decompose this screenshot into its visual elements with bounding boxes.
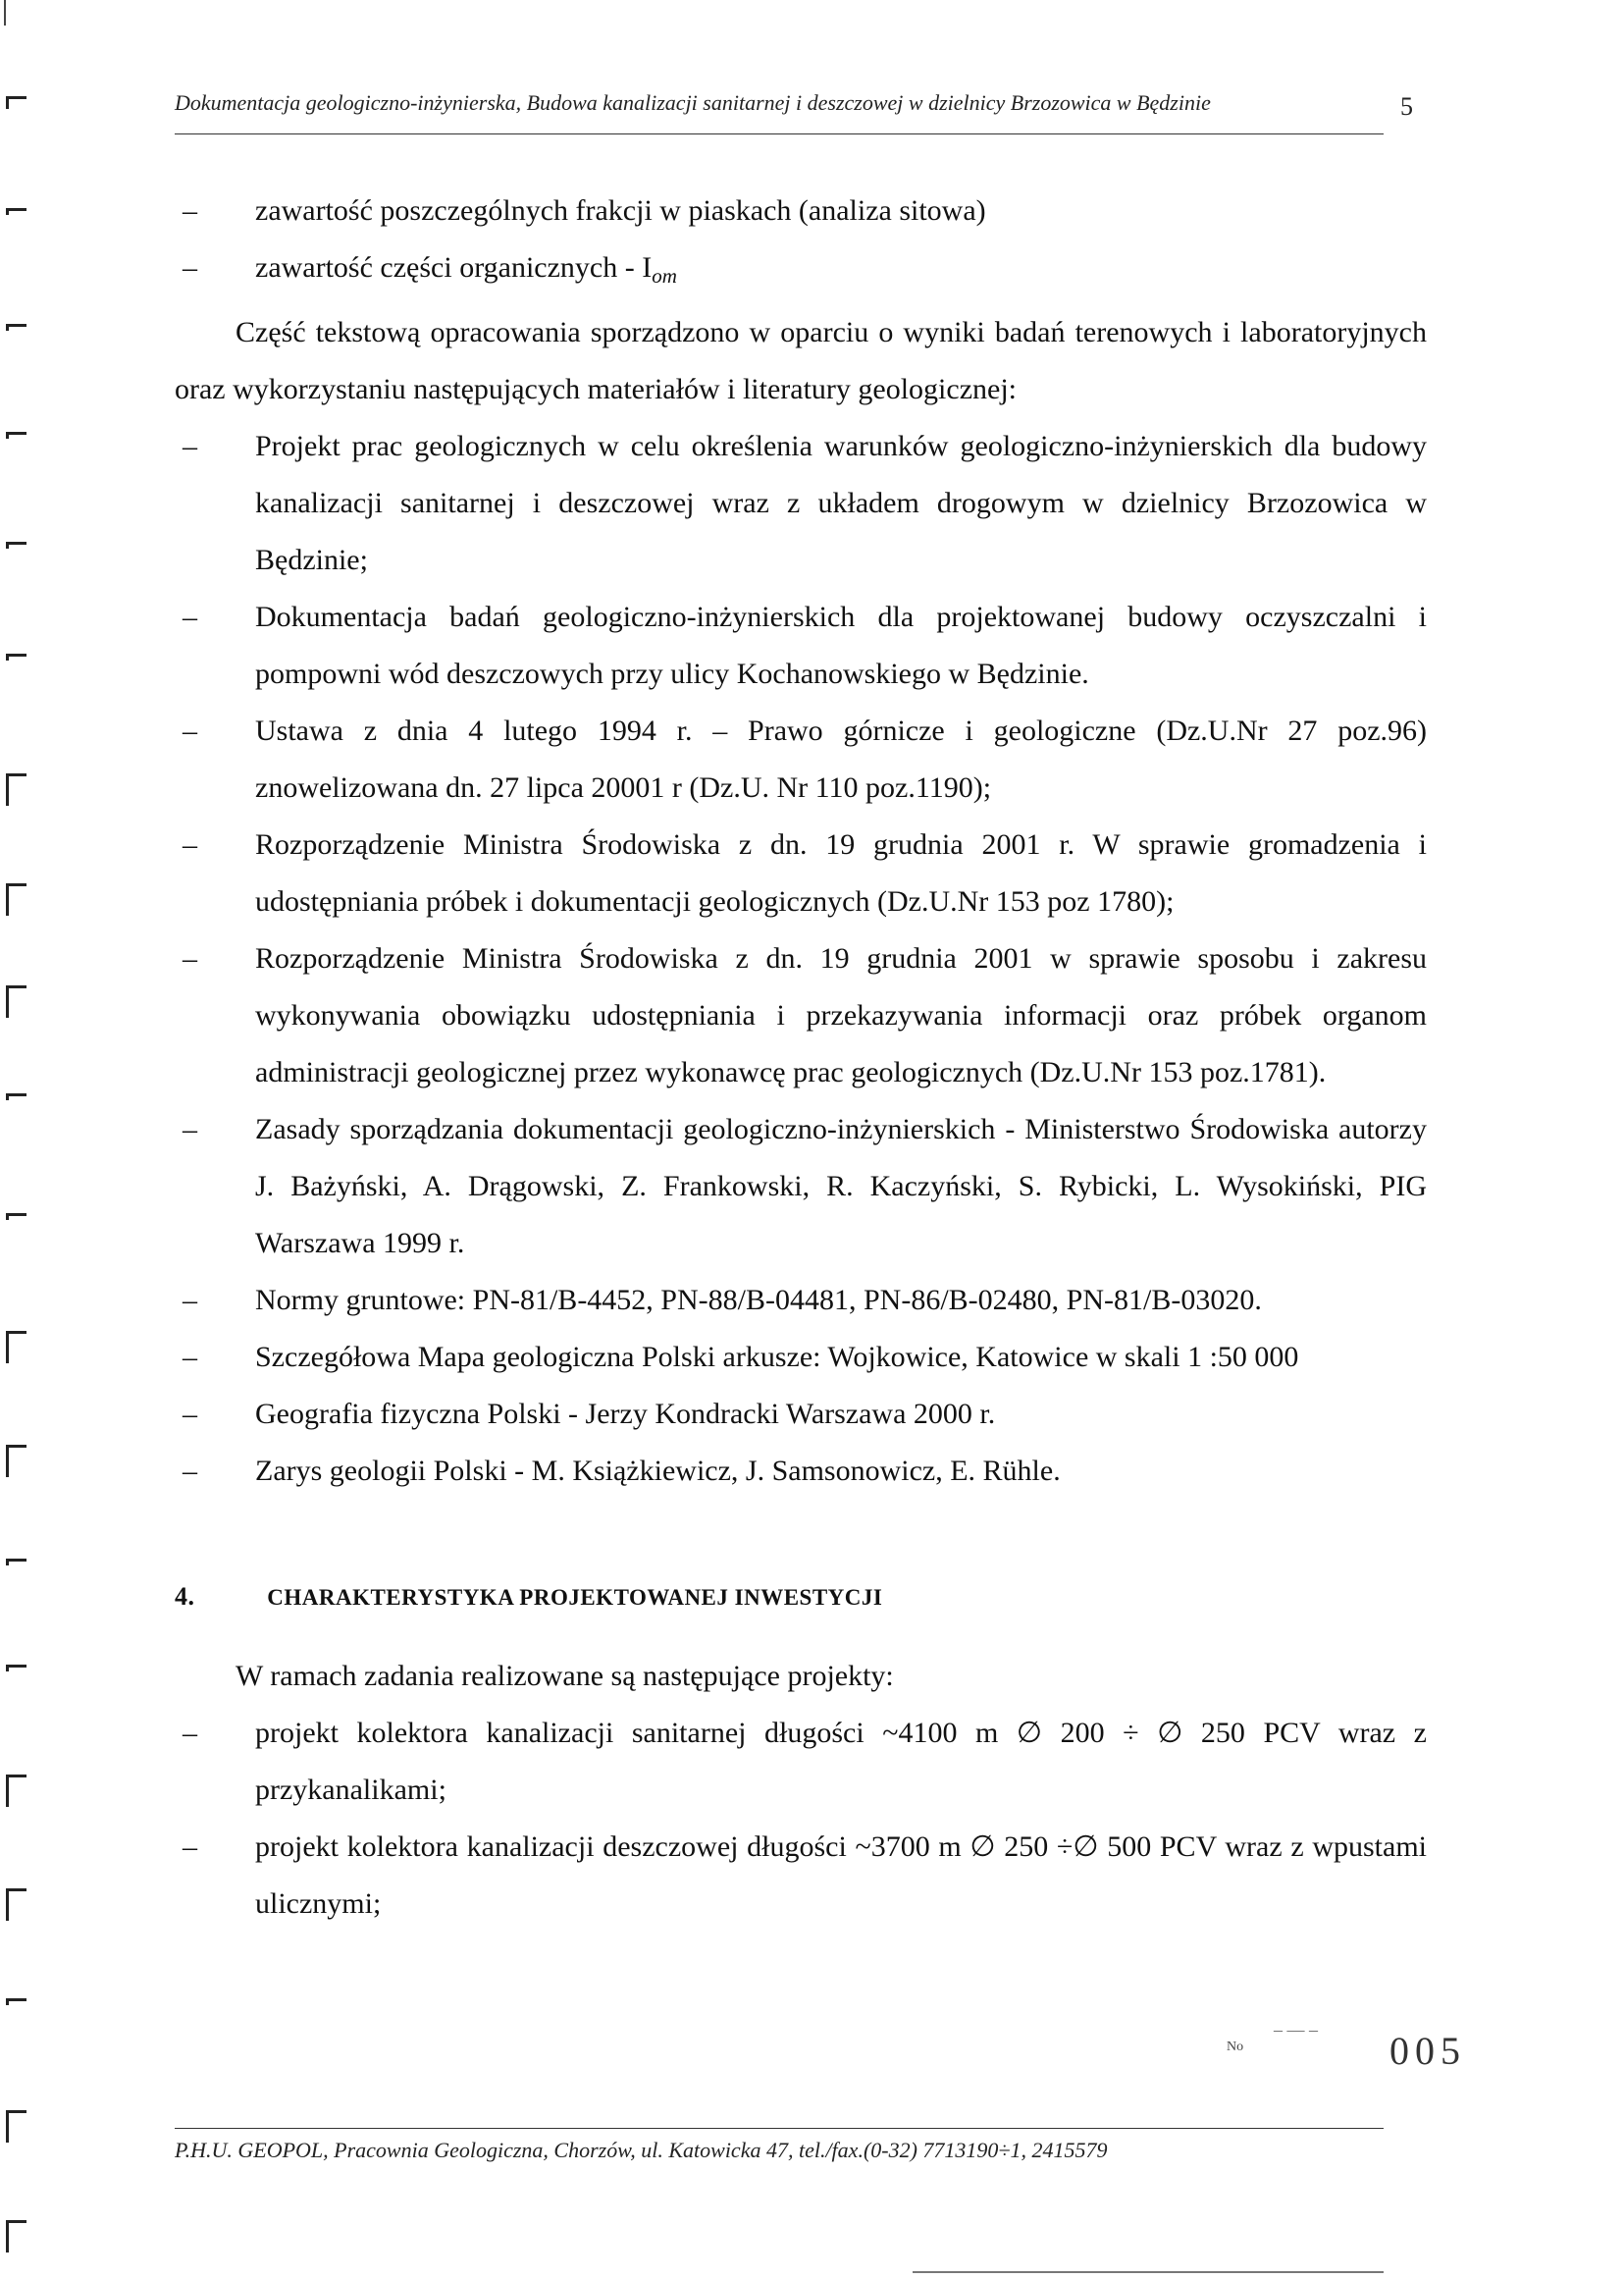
source-item [175, 1386, 1427, 1443]
section-title: CHARAKTERYSTYKA PROJEKTOWANEJ INWESTYCJI [267, 1585, 883, 1610]
source-text: Szczegółowa Mapa geologiczna Polski arkusze: Wojkowice, Katowice w skali 1 :50 000 [255, 1341, 1299, 1373]
list-dash: – [183, 601, 197, 633]
binder-mark [6, 432, 26, 439]
intro-paragraph: Część tekstową opracowania sporządzono w oparciu o wyniki badań terenowych i laboratoryjnych oraz wykorzystaniu następujących materiałów i literatury geologicznej: [175, 316, 1427, 405]
section-number: 4. [175, 1582, 195, 1611]
binder-mark [6, 1213, 26, 1220]
binder-mark [6, 654, 26, 661]
binder-mark [6, 1331, 26, 1363]
binder-mark [6, 324, 26, 331]
running-footer: P.H.U. GEOPOL, Pracownia Geologiczna, Chorzów, ul. Katowicka 47, tel./fax.(0-32) 7713190÷1, 2415579 [175, 2138, 1108, 2162]
project-text: projekt kolektora kanalizacji deszczowej długości ~3700 m ∅ 250 ÷∅ 500 PCV wraz z wpustami ulicznymi; [255, 1830, 1427, 1920]
binder-mark [6, 1775, 26, 1807]
project-item [175, 1819, 1427, 1933]
binder-mark [6, 883, 26, 916]
binder-mark [6, 1445, 26, 1477]
stamp-dashes: – — – [1274, 2020, 1318, 2040]
list-dash: – [183, 1113, 197, 1145]
running-header [175, 90, 1413, 121]
source-item [175, 418, 1427, 589]
stamp-small-mark: No [1227, 2040, 1244, 2054]
binder-mark [6, 1665, 26, 1671]
source-text: Projekt prac geologicznych w celu określenia warunków geologiczno-inżynierskich dla budowy kanalizacji sanitarnej i deszczowej wraz z układem drogowym w dzielnicy Brzozowica w Będzinie; [255, 430, 1427, 576]
source-text: Zasady sporządzania dokumentacji geologiczno-inżynierskich - Ministerstwo Środowiska autorzy J. Bażyński, A. Drągowski, Z. Frankowski, R. Kaczyński, S. Rybicki, L. Wysokiński, PIG Warszawa 1999 r. [255, 1113, 1427, 1259]
project-item [175, 1705, 1427, 1819]
source-item [175, 930, 1427, 1101]
source-item [175, 1329, 1427, 1386]
source-item [175, 589, 1427, 703]
list-dash: – [183, 1284, 197, 1316]
source-item [175, 1101, 1427, 1272]
list-dash: – [183, 1717, 197, 1749]
binder-mark [6, 2110, 26, 2143]
page-number: 5 [1400, 92, 1413, 121]
binder-mark [6, 1559, 26, 1565]
binder-mark [6, 96, 26, 109]
source-item [175, 1443, 1427, 1500]
list-dash: – [183, 942, 197, 975]
list-dash: – [183, 1830, 197, 1863]
project-text: projekt kolektora kanalizacji sanitarnej długości ~4100 m ∅ 200 ÷ ∅ 250 PCV wraz z przykanalikami; [255, 1717, 1427, 1806]
subscript: om [652, 264, 677, 288]
source-text: Normy gruntowe: PN-81/B-4452, PN-88/B-04481, PN-86/B-02480, PN-81/B-03020. [255, 1284, 1262, 1316]
section-heading [175, 1568, 1427, 1626]
list-item-text: zawartość poszczególnych frakcji w piaskach (analiza sitowa) [255, 194, 986, 227]
list-dash: – [183, 1341, 197, 1373]
list-dash: – [183, 430, 197, 462]
list-item-text: zawartość części organicznych - I [255, 251, 653, 284]
list-item [175, 183, 1427, 239]
source-text: Rozporządzenie Ministra Środowiska z dn. 19 grudnia 2001 w sprawie sposobu i zakresu wykonywania obowiązku udostępniania i przekazywania informacji oraz próbek organom administracji geologicznej przez wykonawcę prac geologicznych (Dz.U.Nr 153 poz.1781). [255, 942, 1427, 1088]
list-item [175, 239, 1427, 304]
document-body [175, 183, 1427, 1933]
binder-mark [6, 1888, 26, 1921]
source-text: Zarys geologii Polski - M. Książkiewicz, J. Samsonowicz, E. Rühle. [255, 1455, 1061, 1487]
list-dash: – [183, 1398, 197, 1430]
source-text: Geografia fizyczna Polski - Jerzy Kondracki Warszawa 2000 r. [255, 1398, 996, 1430]
list-dash: – [183, 194, 197, 227]
binder-mark [6, 1093, 26, 1100]
footer-divider [175, 2128, 1384, 2129]
binder-mark [6, 542, 26, 549]
binder-mark [6, 985, 26, 1018]
list-dash: – [183, 251, 197, 284]
list-dash: – [183, 1455, 197, 1487]
source-text: Dokumentacja badań geologiczno-inżynierskich dla projektowanej budowy oczyszczalni i pompowni wód deszczowych przy ulicy Kochanowskiego w Będzinie. [255, 601, 1427, 690]
binder-mark [6, 1998, 26, 2005]
binder-mark [6, 773, 26, 806]
binder-mark [6, 2220, 26, 2252]
source-text: Ustawa z dnia 4 lutego 1994 r. – Prawo górnicze i geologiczne (Dz.U.Nr 27 poz.96) znowelizowana dn. 27 lipca 20001 r (Dz.U. Nr 110 poz.1190); [255, 715, 1427, 804]
sheet-number-stamp: 005 [1389, 2029, 1466, 2073]
source-item [175, 817, 1427, 930]
scan-edge-mark [913, 2271, 1384, 2273]
scan-edge-mark [4, 0, 6, 26]
source-text: Rozporządzenie Ministra Środowiska z dn. 19 grudnia 2001 r. W sprawie gromadzenia i udostępniania próbek i dokumentacji geologicznych (Dz.U.Nr 153 poz 1780); [255, 828, 1427, 918]
header-divider [175, 133, 1384, 134]
source-item [175, 1272, 1427, 1329]
section-intro: W ramach zadania realizowane są następujące projekty: [236, 1660, 894, 1692]
source-item [175, 703, 1427, 817]
list-dash: – [183, 828, 197, 861]
binder-mark [6, 208, 26, 215]
header-title: Dokumentacja geologiczno-inżynierska, Budowa kanalizacji sanitarnej i deszczowej w dzielnicy Brzozowica w Będzinie [175, 90, 1211, 115]
list-dash: – [183, 715, 197, 747]
